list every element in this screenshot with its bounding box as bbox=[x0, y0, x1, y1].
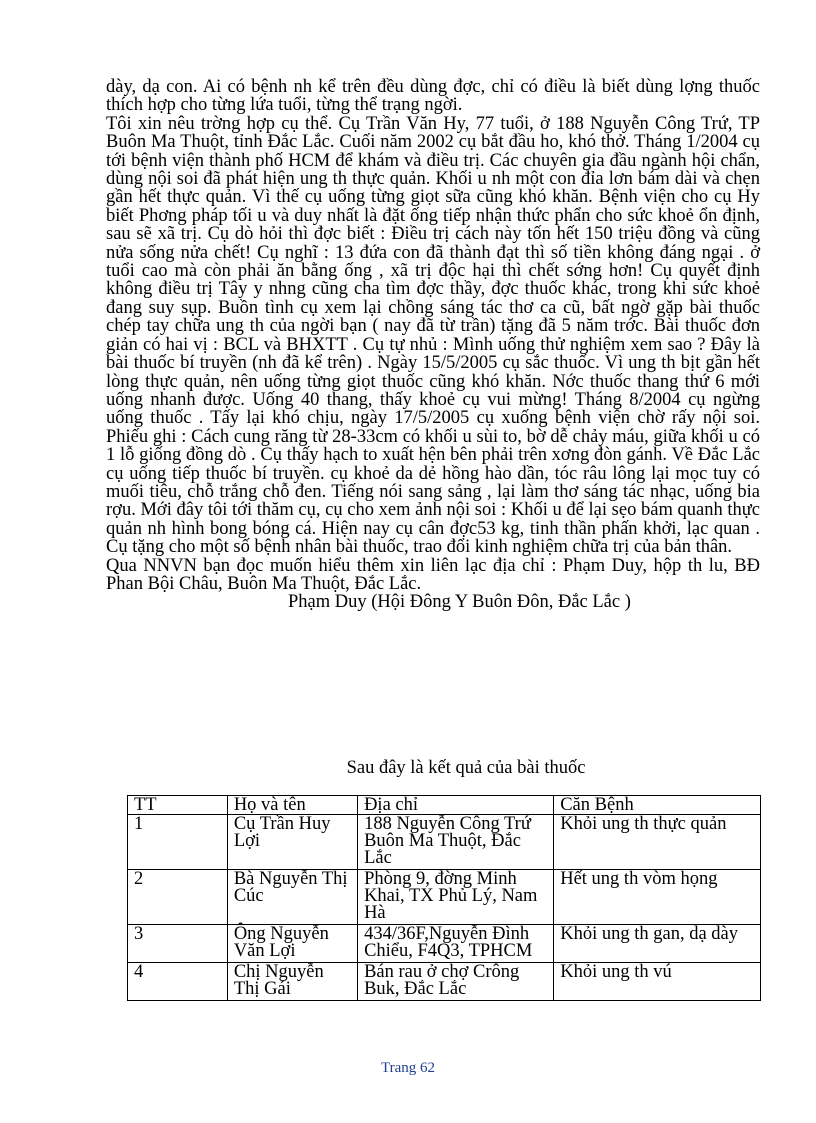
cell-disease: Khỏi ung th gan, dạ dày bbox=[554, 925, 761, 963]
body-line: dùng lợng thuốc thích hợp cho từng lứa tuổi, từng thể trạng ngời. bbox=[106, 77, 760, 116]
article-body bbox=[106, 78, 760, 612]
header-address: Địa chỉ bbox=[358, 796, 554, 815]
cell-tt: 4 bbox=[128, 963, 228, 1001]
body-line: tặng đã 5 năm trớc. Bài thuốc đơn giản có hai vị : BCL và BHXTT . Cụ bbox=[106, 316, 760, 355]
body-line: ho, khó thở. Tháng 1/2004 cụ tới bệnh viện thành phố HCM để khám và bbox=[106, 132, 761, 171]
body-line: ngờ gặp bài thuốc chép tay chữa ung th của ngời bạn ( nay đã từ trần) bbox=[106, 297, 761, 337]
table-row bbox=[128, 815, 761, 870]
paragraph-case-story bbox=[106, 115, 760, 557]
body-line: này tốn hết 150 triệu đồng và cũng nửa sống nửa chết! Cụ nghĩ : 13 đứa bbox=[106, 224, 760, 263]
table-header-row bbox=[128, 796, 761, 815]
body-line: tiếp thuốc bí truyền. cụ khoẻ da dẻ hồng hào dần, tóc râu lông lại mọc tuy bbox=[172, 463, 737, 484]
body-line: thực quản, nên uống từng giọt thuốc cũng khó khăn. Nớc thuốc thang bbox=[145, 371, 679, 392]
body-line: điều trị. Các chuyên gia đầu ngành hội chẩn, dùng nội soi đã phát hiện bbox=[106, 150, 761, 190]
body-line: ung th thực quản. Khối u nh một con đỉa lơn bám dài và chẹn gần hết bbox=[106, 169, 760, 208]
body-line: bằng ống , xã trị độc hại thì chết sớng hơn! Cụ quyết định không điều trị bbox=[106, 261, 761, 300]
table-row bbox=[128, 925, 761, 963]
cell-address: 434/36F,Nguyễn Đình Chiểu, F4Q3, TPHCM bbox=[358, 925, 554, 963]
body-line: dày, dạ con. Ai có bệnh nh kể trên đều dùng đợc, chỉ có điều là biết bbox=[106, 77, 630, 97]
body-line: cho sức khoẻ ổn định, sau sẽ xã trị. Cụ dò hỏi thì đợc biết : Điều trị cách bbox=[106, 205, 761, 245]
body-line: thực quản. Vì thế cụ uống từng giọt sữa cũng khó khăn. Bệnh viện cho cụ bbox=[167, 187, 732, 208]
table-row bbox=[128, 963, 761, 1001]
body-line: có khối u sùi to, bờ dễ chảy máu, giữa khối u có 1 lỗ giống đồng dò . Cụ bbox=[106, 426, 760, 466]
cell-disease: Hết ung th vòm họng bbox=[554, 870, 761, 925]
body-line: Hy biết Phơng pháp tối u và duy nhất là đặt ống tiếp nhận thức phẩn bbox=[106, 187, 761, 226]
body-line: Tôi xin nêu trờng hợp cụ thể. Cụ Trần Văn Hy, 77 tuổi, ở 188 Nguyễn bbox=[106, 113, 649, 134]
body-line: có muối tiêu, chỗ trắng chỗ đen. Tiếng nói sang sảng , lại làm thơ sáng tác bbox=[106, 463, 761, 502]
body-line: con đã thành đạt thì số tiền không đáng ngại . ở tuổi cao mà còn phải ăn bbox=[106, 242, 760, 282]
cell-address: 188 Nguyễn Công Trứ Buôn Ma Thuột, Đắc Lắc bbox=[358, 815, 554, 870]
table-row bbox=[128, 870, 761, 925]
body-line: Qua NNVN bạn đọc muốn hiểu thêm xin liên lạc địa chỉ : Phạm Duy, hộp bbox=[106, 555, 682, 576]
cell-address: Bán rau ở chợ Crông Buk, Đắc Lắc bbox=[358, 963, 554, 1001]
body-line: tự nhủ : Mình uống thử nghiệm xem sao ? Đây là bài thuốc bí truyền (nh bbox=[106, 334, 761, 374]
author-signature: Phạm Duy (Hội Đông Y Buôn Đôn, Đắc Lắc ) bbox=[288, 592, 631, 613]
page-number: Trang 62 bbox=[380, 1060, 436, 1076]
cell-tt: 1 bbox=[128, 815, 228, 870]
cell-disease: Khỏi ung th thực quản bbox=[554, 815, 761, 870]
body-line: khoẻ đang suy sụp. Buồn tình cụ xem lại chồng sáng tác thơ ca cũ, bất bbox=[106, 279, 761, 318]
cell-name: Cụ Trần Huy Lợi bbox=[227, 815, 357, 870]
body-line: thấy hạch to xuất hện bên phải trên xơng đòn gánh. Về Đắc Lắc cụ uống bbox=[106, 445, 761, 484]
cell-tt: 3 bbox=[128, 925, 228, 963]
table-caption: Sau đây là kết quả của bài thuốc bbox=[346, 758, 586, 778]
header-disease: Căn Bệnh bbox=[554, 796, 761, 815]
cell-name: Ông Nguyễn Văn Lợi bbox=[227, 925, 357, 963]
body-line: nhạc, uống bia rợu. Mới đây tôi tới thăm cụ, cụ cho xem ảnh nội soi : bbox=[106, 481, 761, 521]
body-line: Tháng 8/2004 cụ ngừng uống thuốc . Tấy lại khó chịu, ngày 17/5/2005 cụ bbox=[106, 389, 760, 429]
body-line: th lu, BĐ Phan Bội Châu, Buôn Ma Thuột, Đắc Lắc. bbox=[106, 555, 761, 594]
header-tt: TT bbox=[128, 796, 228, 815]
body-line: Tây y nhng cũng cha tìm đợc thầy, đợc thuốc khác, trong khi sức bbox=[218, 279, 718, 300]
paragraph-intro-end bbox=[106, 78, 760, 115]
paragraph-contact bbox=[106, 557, 760, 594]
body-line: xuống bệnh viện chờ rấy nội soi. Phiếu ghi : Cách cung răng từ 28-33cm bbox=[106, 408, 761, 447]
cell-name: Bà Nguyễn Thị Cúc bbox=[227, 870, 357, 925]
body-line: Khối u để lại sẹo bám quanh thực quản nh hình bong bóng cá. Hiện nay bbox=[106, 500, 760, 539]
body-line: bệnh nhân bài thuốc, trao đổi kinh nghiệm chữa trị của bản thân. bbox=[254, 537, 733, 558]
header-name: Họ và tên bbox=[227, 796, 357, 815]
body-line: đã kể trên) . Ngày 15/5/2005 cụ sắc thuốc. Vì ung th bịt gần hết lòng bbox=[106, 353, 761, 392]
body-line: Công Trứ, TP Buôn Ma Thuột, tỉnh Đắc Lắc. Cuối năm 2002 cụ bắt đầu bbox=[106, 113, 760, 153]
body-line: cụ cân đợc53 kg, tinh thần phấn khởi, lạc quan . Cụ tặng cho một số bbox=[106, 518, 760, 558]
cell-name: Chị Nguyễn Thị Gái bbox=[227, 963, 357, 1001]
cell-disease: Khỏi ung th vú bbox=[554, 963, 761, 1001]
results-table bbox=[127, 795, 761, 1001]
cell-tt: 2 bbox=[128, 870, 228, 925]
cell-address: Phòng 9, đờng Minh Khai, TX Phủ Lý, Nam Hà bbox=[358, 870, 554, 925]
body-line: thứ 6 mới uống nhanh được. Uống 40 thang, thấy khoẻ cụ vui mừng! bbox=[106, 371, 761, 410]
